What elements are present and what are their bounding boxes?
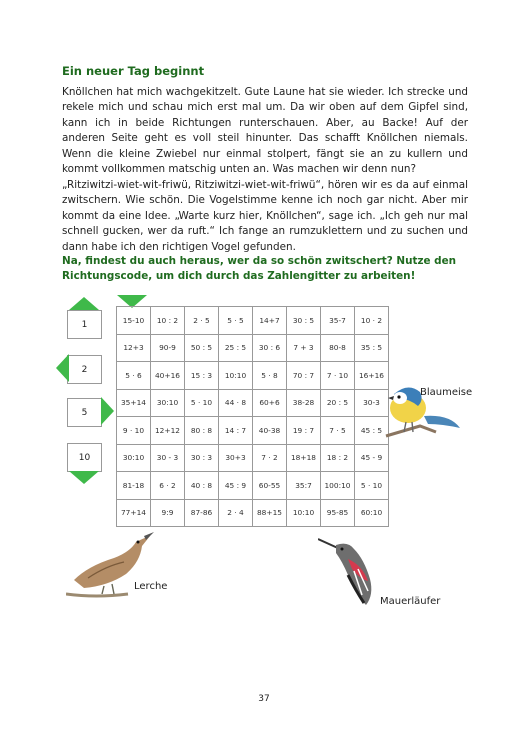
grid-cell: 2 · 4: [219, 499, 253, 527]
chapter-title: Ein neuer Tag beginnt: [62, 64, 205, 78]
grid-cell: 7 · 5: [321, 417, 355, 445]
wallcreeper-illustration: [318, 535, 386, 607]
arrow-left-icon: [56, 354, 69, 382]
grid-cell: 40 : 8: [185, 472, 219, 500]
grid-cell: 7 + 3: [287, 334, 321, 362]
legend-right-value: 5: [67, 398, 102, 427]
grid-row: [117, 444, 389, 472]
grid-cell: 35-7: [321, 307, 355, 335]
grid-cell: 30:10: [151, 389, 185, 417]
grid-cell: 16+16: [355, 362, 389, 390]
page-number: 37: [258, 694, 270, 704]
grid-cell: 15 : 3: [185, 362, 219, 390]
label-blaumeise: Blaumeise: [420, 387, 473, 398]
grid-cell: 5 · 10: [185, 389, 219, 417]
grid-cell: 12+3: [117, 334, 151, 362]
grid-cell: 95-85: [321, 499, 355, 527]
grid-cell: 40+16: [151, 362, 185, 390]
story-paragraph-2: „Ritziwitzi-wiet-wit-friwü, Ritziwitzi-wiet-wit-friwü“, hören wir es da auf einmal zwitschern. Wie schön. Die Vogelstimme kenne ich noch gar nicht. Aber mir kommt da eine Idee. „Warte kurz hier, Knöllchen“, sage ich. „Ich geh nur mal schnell gucken, wer da ruft.“ Ich fange an rumzuklettern und zu suchen und dann habe ich den richtigen Vogel gefunden.: [62, 179, 468, 253]
label-lerche: Lerche: [134, 581, 168, 592]
grid-cell: 18 : 2: [321, 444, 355, 472]
grid-cell: 40-38: [253, 417, 287, 445]
grid-cell: 12+12: [151, 417, 185, 445]
grid-row: [117, 499, 389, 527]
grid-cell: 38-28: [287, 389, 321, 417]
arrow-right-icon: [101, 397, 114, 425]
task-instruction: Na, findest du auch heraus, wer da so schön zwitschert? Nutze den Richtungscode, um dich durch das Zahlengitter zu arbeiten!: [62, 255, 457, 283]
grid-cell: 20 : 5: [321, 389, 355, 417]
grid-cell: 30 : 3: [185, 444, 219, 472]
grid-cell: 6 · 2: [151, 472, 185, 500]
grid-cell: 81-18: [117, 472, 151, 500]
grid-cell: 15-10: [117, 307, 151, 335]
grid-cell: 30 - 3: [151, 444, 185, 472]
grid-cell: 50 : 5: [185, 334, 219, 362]
grid-cell: 60:10: [355, 499, 389, 527]
arrow-up-icon: [69, 297, 99, 310]
legend-left-value: 2: [67, 355, 102, 384]
grid-row: [117, 307, 389, 335]
grid-cell: 45 : 9: [219, 472, 253, 500]
grid-cell: 19 : 7: [287, 417, 321, 445]
number-grid: [116, 306, 389, 527]
grid-cell: 30+3: [219, 444, 253, 472]
grid-cell: 60+6: [253, 389, 287, 417]
grid-cell: 87-86: [185, 499, 219, 527]
blue-tit-illustration: [380, 374, 462, 450]
grid-cell: 5 · 5: [219, 307, 253, 335]
story-paragraph-1: Knöllchen hat mich wachgekitzelt. Gute Laune hat sie wieder. Ich strecke und rekele mich und schau mich erst mal um. Da wir oben auf dem Gipfel sind, kann ich in beide Richtungen runterschauen. Aber, au Backe! Auf der anderen Seite geht es voll steil hinunter. Das schafft Knöllchen niemals. Wenn die kleine Zwiebel nur einmal stolpert, fängt sie an zu kullern und kommt vollkommen matschig unten an. Was machen wir denn nun?: [62, 86, 468, 176]
grid-row: [117, 417, 389, 445]
grid-cell: 10:10: [219, 362, 253, 390]
grid-cell: 7 · 2: [253, 444, 287, 472]
grid-cell: 60-55: [253, 472, 287, 500]
grid-row: [117, 362, 389, 390]
grid-cell: 10 · 2: [355, 307, 389, 335]
grid-cell: 25 : 5: [219, 334, 253, 362]
grid-cell: 10 : 2: [151, 307, 185, 335]
grid-cell: 77+14: [117, 499, 151, 527]
grid-cell: 2 · 5: [185, 307, 219, 335]
grid-cell: 35+14: [117, 389, 151, 417]
grid-cell: 30 : 6: [253, 334, 287, 362]
grid-row: [117, 472, 389, 500]
grid-row: [117, 334, 389, 362]
grid-cell: 88+15: [253, 499, 287, 527]
grid-cell: 9:9: [151, 499, 185, 527]
grid-cell: 100:10: [321, 472, 355, 500]
grid-cell: 14+7: [253, 307, 287, 335]
grid-cell: 30 : 5: [287, 307, 321, 335]
grid-cell: 9 · 10: [117, 417, 151, 445]
grid-cell: 35 : 5: [355, 334, 389, 362]
label-mauerlaeufer: Mauerläufer: [380, 596, 441, 607]
grid-cell: 7 · 10: [321, 362, 355, 390]
grid-cell: 5 · 6: [117, 362, 151, 390]
grid-cell: 10:10: [287, 499, 321, 527]
grid-cell: 30:10: [117, 444, 151, 472]
grid-cell: 18+18: [287, 444, 321, 472]
grid-cell: 80-8: [321, 334, 355, 362]
grid-cell: 14 : 7: [219, 417, 253, 445]
grid-cell: 5 · 10: [355, 472, 389, 500]
grid-cell: 45 : 5: [355, 417, 389, 445]
grid-cell: 35:7: [287, 472, 321, 500]
grid-cell: 30-3: [355, 389, 389, 417]
grid-row: [117, 389, 389, 417]
grid-cell: 45 - 9: [355, 444, 389, 472]
grid-cell: 44 · 8: [219, 389, 253, 417]
grid-cell: 90-9: [151, 334, 185, 362]
grid-cell: 80 : 8: [185, 417, 219, 445]
grid-cell: 5 · 8: [253, 362, 287, 390]
arrow-down-icon: [69, 471, 99, 484]
grid-cell: 70 : 7: [287, 362, 321, 390]
legend-down-value: 10: [67, 443, 102, 472]
legend-up-value: 1: [67, 310, 102, 339]
